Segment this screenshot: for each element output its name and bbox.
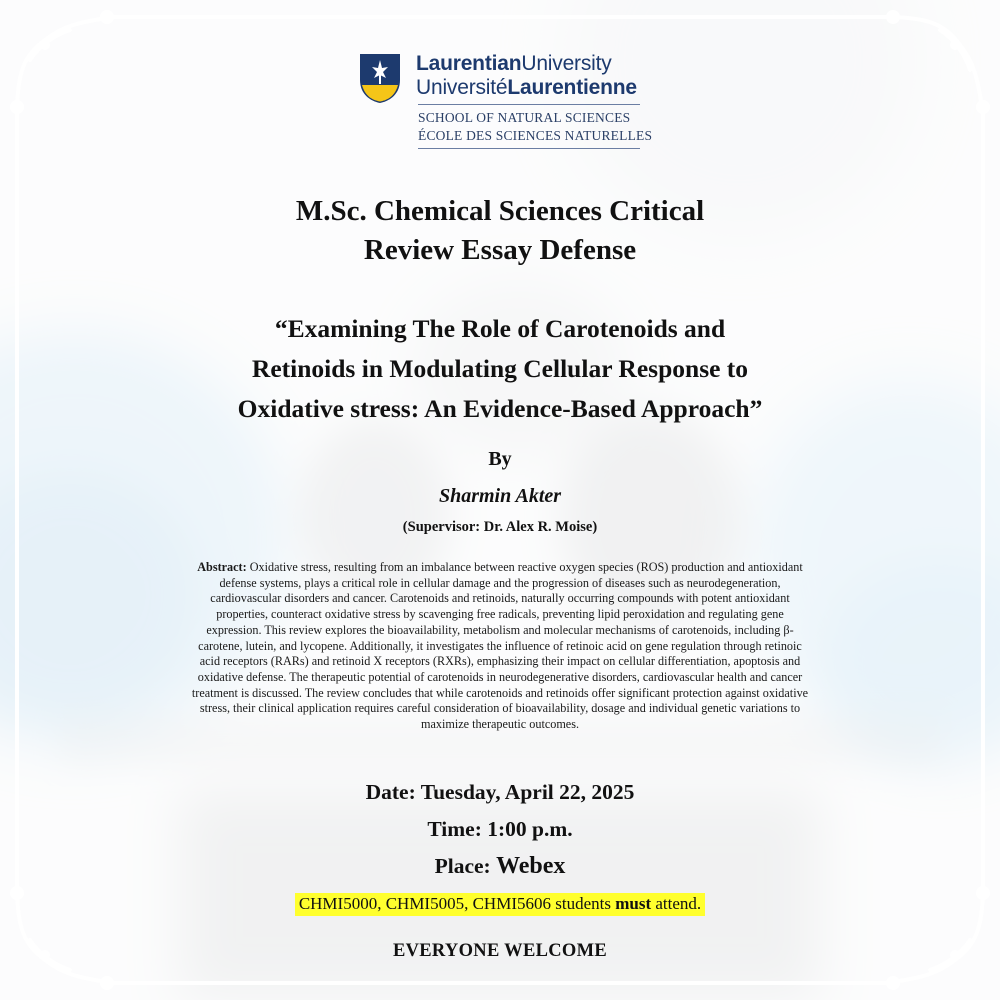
event-place (0, 853, 1000, 880)
university-name-en: LaurentianUniversity (416, 52, 612, 75)
by-label: By (488, 448, 512, 470)
essay-title-line: “Examining The Role of Carotenoids and (274, 314, 726, 343)
attendance-notice: CHMI5000, CHMI5005, CHMI5606 students must attend. (295, 893, 705, 916)
school-name-fr: ÉCOLE DES SCIENCES NATURELLES (418, 128, 653, 143)
place-label: Place: (434, 854, 491, 878)
date-value: Tuesday, April 22, 2025 (420, 780, 635, 804)
place-value: Webex (496, 853, 566, 879)
time-label: Time: (427, 817, 482, 841)
logo-divider-bottom (418, 148, 640, 149)
abstract-label: Abstract: (197, 560, 247, 574)
essay-title (0, 309, 1000, 429)
crest-icon (358, 52, 402, 104)
event-time (0, 817, 1000, 842)
event-title-line: Review Essay Defense (363, 234, 637, 266)
event-date (0, 780, 1000, 805)
time-value: 1:00 p.m. (487, 817, 573, 841)
logo-divider (418, 104, 640, 105)
date-label: Date: (365, 780, 416, 804)
attendance-notice-row (0, 893, 1000, 916)
essay-title-line: Retinoids in Modulating Cellular Response to (251, 354, 749, 383)
author-name: Sharmin Akter (438, 485, 562, 507)
essay-title-line: Oxidative stress: An Evidence-Based Approach” (237, 394, 763, 423)
abstract (190, 560, 810, 733)
abstract-text: Oxidative stress, resulting from an imbalance between reactive oxygen species (ROS) production and antioxidant defense systems, plays a critical role in cellular damage and the progression of diseases such as neurodegeneration, cardiovascular disorders and cancer. Carotenoids and retinoids, naturally occurring compounds with potent antioxidant properties, counteract oxidative stress by scavenging free radicals, preventing lipid peroxidation and regulating gene expression. This review explores the bioavailability, metabolism and molecular mechanisms of carotenoids, including β-carotene, lutein, and lycopene. Additionally, it investigates the influence of retinoic acid on gene regulation through retinoic acid receptors (RARs) and retinoid X receptors (RXRs), emphasizing their impact on cellular differentiation, apoptosis and oxidative defense. The therapeutic potential of carotenoids in neurodegenerative disorders, cardiovascular health and cancer treatment is discussed. The review concludes that while carotenoids and retinoids offer significant protection against oxidative stress, their clinical application requires careful consideration of bioavailability, dosage and individual genetic variations to maximize therapeutic outcomes. (191, 560, 809, 732)
school-name-en: SCHOOL OF NATURAL SCIENCES (418, 110, 631, 125)
event-title (0, 192, 1000, 270)
event-title-line: M.Sc. Chemical Sciences Critical (295, 195, 705, 227)
university-name-fr: UniversitéLaurentienne (416, 76, 637, 99)
supervisor: (Supervisor: Dr. Alex R. Moise) (402, 519, 598, 535)
everyone-welcome: EVERYONE WELCOME (392, 941, 608, 961)
university-logo (358, 50, 653, 155)
